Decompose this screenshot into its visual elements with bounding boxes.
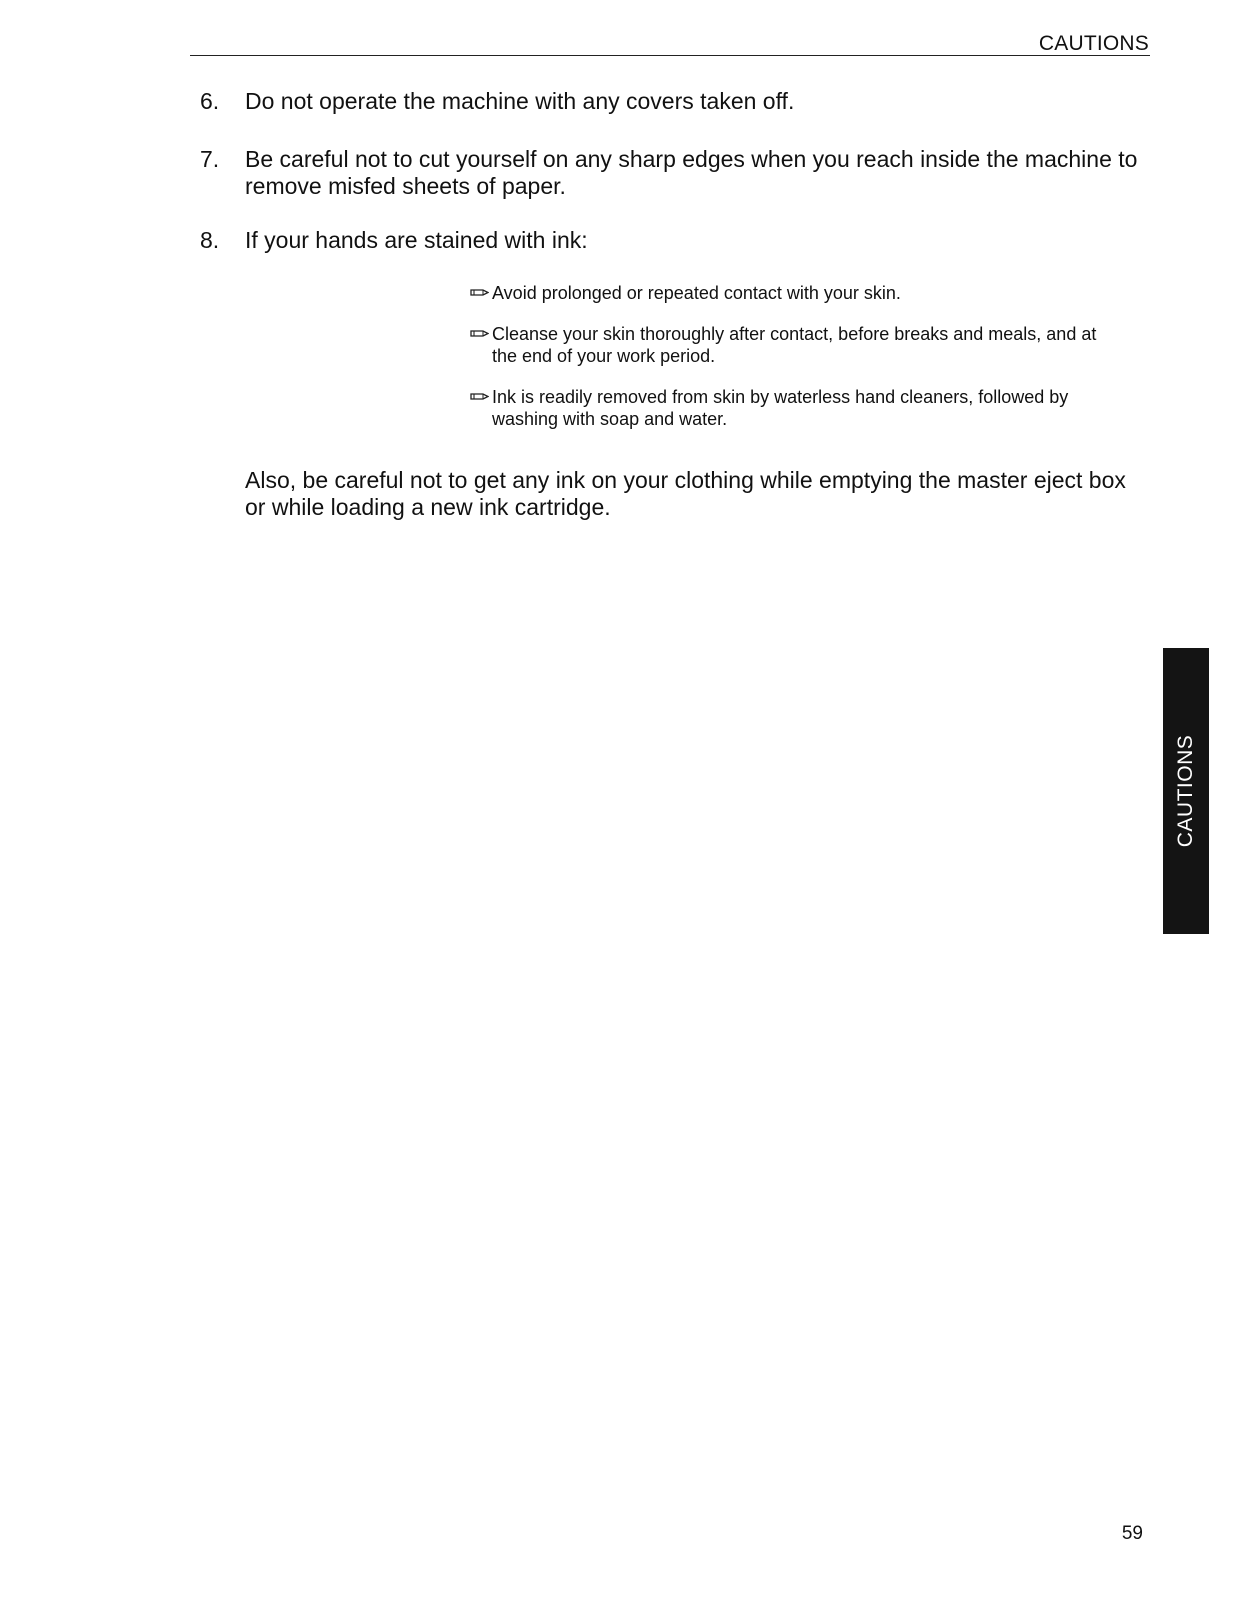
bullet-text: Avoid prolonged or repeated contact with your skin. [492, 283, 901, 303]
item-number: 7. [200, 146, 220, 172]
bullet-item [470, 282, 1110, 304]
section-side-tab [1163, 648, 1209, 934]
item-text: Do not operate the machine with any covers taken off. [245, 88, 795, 114]
list-item-8 [200, 227, 1160, 254]
pencil-icon [470, 391, 489, 402]
bullet-text: Cleanse your skin thoroughly after contact, before breaks and meals, and at the end of your work period. [492, 324, 1097, 366]
bullet-item [470, 323, 1110, 367]
list-item-6 [200, 88, 1160, 115]
item-number: 6. [200, 88, 220, 114]
item-text: If your hands are stained with ink: [245, 227, 588, 253]
pencil-icon [470, 328, 489, 339]
also-paragraph: Also, be careful not to get any ink on your clothing while emptying the master eject box or while loading a new ink cartridge. [245, 467, 1126, 520]
bullet-item [470, 386, 1110, 430]
item-number: 8. [200, 227, 220, 253]
list-item-7 [200, 146, 1160, 200]
page-number: 59 [1121, 1523, 1143, 1544]
item-text: Be careful not to cut yourself on any sharp edges when you reach inside the machine to remove misfed sheets of paper. [245, 146, 1138, 199]
side-tab-label: CAUTIONS [1174, 734, 1197, 848]
page-header-title: CAUTIONS [1038, 32, 1149, 55]
pencil-icon [470, 287, 489, 298]
bullet-text: Ink is readily removed from skin by waterless hand cleaners, followed by washing with soap and water. [492, 387, 1069, 429]
header-rule [190, 55, 1150, 56]
ink-precautions-list [470, 282, 1110, 449]
